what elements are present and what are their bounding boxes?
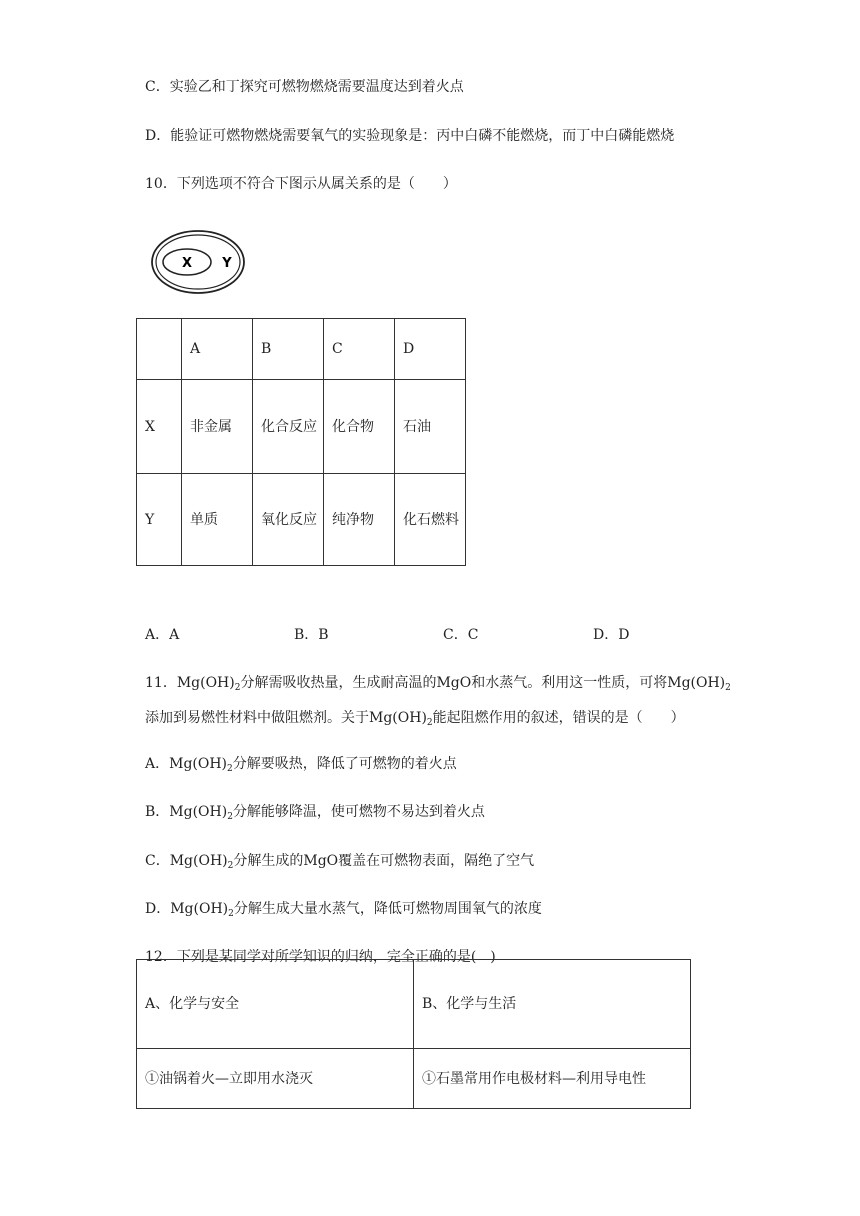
venn-outer-label: Y bbox=[222, 256, 232, 271]
venn-inner-label: X bbox=[181, 256, 193, 271]
q10-venn-diagram bbox=[150, 228, 250, 296]
table-row bbox=[137, 960, 691, 1049]
q12-table bbox=[136, 959, 691, 1109]
q10-stem: 10．下列选项不符合下图示从属关系的是（ ） bbox=[145, 176, 457, 192]
table-cell: 化合物 bbox=[324, 380, 395, 474]
q10-option-c: C．C bbox=[443, 627, 479, 643]
table-row bbox=[137, 1049, 691, 1109]
q11-option-b: B．$Mg(OH)_2$分解能够降温，使可燃物不易达到着火点 bbox=[145, 804, 485, 822]
table-cell bbox=[137, 319, 182, 380]
table-row bbox=[137, 474, 466, 566]
table-cell: ①油锅着火—立即用水浇灭 bbox=[137, 1049, 414, 1109]
table-cell: ①石墨常用作电极材料—利用导电性 bbox=[414, 1049, 691, 1109]
q9-option-c: C．实验乙和丁探究可燃物燃烧需要温度达到着火点 bbox=[145, 79, 464, 95]
q11-stem-line2: 添加到易燃性材料中做阻燃剂。关于$Mg(OH)_2$能起阻燃作用的叙述，错误的是（ ） bbox=[145, 710, 685, 728]
table-cell: 氧化反应 bbox=[253, 474, 324, 566]
q11-stem-line1: 11．$Mg(OH)_2$分解需吸收热量，生成耐高温的MgO和水蒸气。利用这一性质，可将$Mg(OH)_2$ bbox=[145, 675, 731, 693]
q12-stem: 12．下列是某同学对所学知识的归纳，完全正确的是( ) bbox=[145, 949, 496, 965]
q10-option-b: B．B bbox=[294, 627, 329, 643]
table-cell: B bbox=[253, 319, 324, 380]
table-row bbox=[137, 380, 466, 474]
q11-option-c: C．$Mg(OH)_2$分解生成的MgO覆盖在可燃物表面，隔绝了空气 bbox=[145, 853, 535, 871]
table-cell: A、化学与安全 bbox=[137, 960, 414, 1049]
table-cell: C bbox=[324, 319, 395, 380]
table-cell: 单质 bbox=[182, 474, 253, 566]
table-cell: D bbox=[395, 319, 466, 380]
table-cell: 化石燃料 bbox=[395, 474, 466, 566]
q11-option-a: A．$Mg(OH)_2$分解要吸热，降低了可燃物的着火点 bbox=[145, 756, 457, 774]
table-cell: Y bbox=[137, 474, 182, 566]
table-cell: 化合反应 bbox=[253, 380, 324, 474]
q10-option-a: A．A bbox=[145, 627, 180, 643]
q9-option-d: D．能验证可燃物燃烧需要氧气的实验现象是：丙中白磷不能燃烧，而丁中白磷能燃烧 bbox=[145, 128, 675, 144]
table-cell: A bbox=[182, 319, 253, 380]
table-cell: 石油 bbox=[395, 380, 466, 474]
table-cell: B、化学与生活 bbox=[414, 960, 691, 1049]
table-cell: 纯净物 bbox=[324, 474, 395, 566]
q11-option-d: D．$Mg(OH)_2$分解生成大量水蒸气，降低可燃物周围氧气的浓度 bbox=[145, 901, 542, 919]
table-row bbox=[137, 319, 466, 380]
q10-table bbox=[136, 318, 466, 566]
table-cell: 非金属 bbox=[182, 380, 253, 474]
q10-option-d: D．D bbox=[593, 627, 630, 643]
table-cell: X bbox=[137, 380, 182, 474]
